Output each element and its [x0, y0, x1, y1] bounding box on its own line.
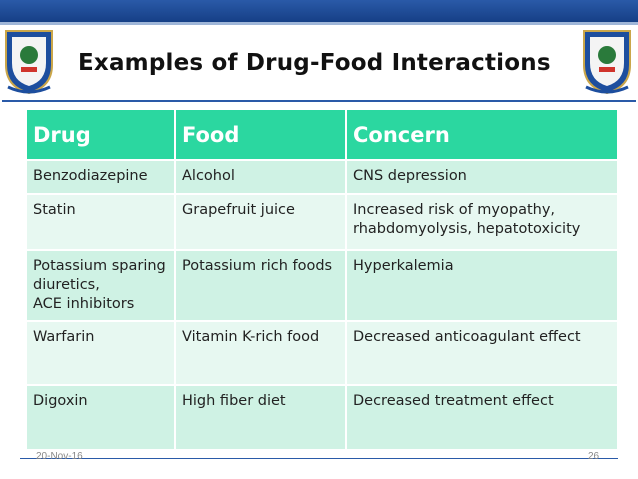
- cell-drug: Potassium sparing diuretics, ACE inhibitors: [27, 250, 175, 321]
- footer-date: 20-Nov-16: [36, 451, 83, 462]
- table-row: [27, 385, 617, 449]
- interaction-table: [27, 110, 617, 449]
- cell-food: Grapefruit juice: [175, 194, 346, 250]
- table-row: [27, 194, 617, 250]
- page-number: 26: [588, 451, 600, 462]
- table-row: [27, 321, 617, 385]
- slide-title: Examples of Drug-Food Interactions: [78, 50, 551, 76]
- university-seal-icon: [580, 27, 634, 95]
- cell-concern: Decreased anticoagulant effect: [346, 321, 617, 385]
- cell-concern: Hyperkalemia: [346, 250, 617, 321]
- top-bar-accent: [0, 22, 638, 25]
- cell-food: High fiber diet: [175, 385, 346, 449]
- top-bar: [0, 0, 638, 22]
- table-row: [27, 250, 617, 321]
- header-drug: Drug: [27, 110, 175, 160]
- cell-concern: Increased risk of myopathy, rhabdomyolysis, hepatotoxicity: [346, 194, 617, 250]
- cell-drug: Digoxin: [27, 385, 175, 449]
- header-concern: Concern: [346, 110, 617, 160]
- cell-food: Vitamin K-rich food: [175, 321, 346, 385]
- header-food: Food: [175, 110, 346, 160]
- cell-drug: Warfarin: [27, 321, 175, 385]
- footer-divider: [20, 458, 618, 459]
- cell-food: Alcohol: [175, 160, 346, 194]
- cell-drug: Statin: [27, 194, 175, 250]
- title-divider: [2, 100, 636, 102]
- cell-food: Potassium rich foods: [175, 250, 346, 321]
- table-header-row: [27, 110, 617, 160]
- table-row: [27, 160, 617, 194]
- cell-drug: Benzodiazepine: [27, 160, 175, 194]
- university-seal-icon: [2, 27, 56, 95]
- cell-concern: Decreased treatment effect: [346, 385, 617, 449]
- cell-concern: CNS depression: [346, 160, 617, 194]
